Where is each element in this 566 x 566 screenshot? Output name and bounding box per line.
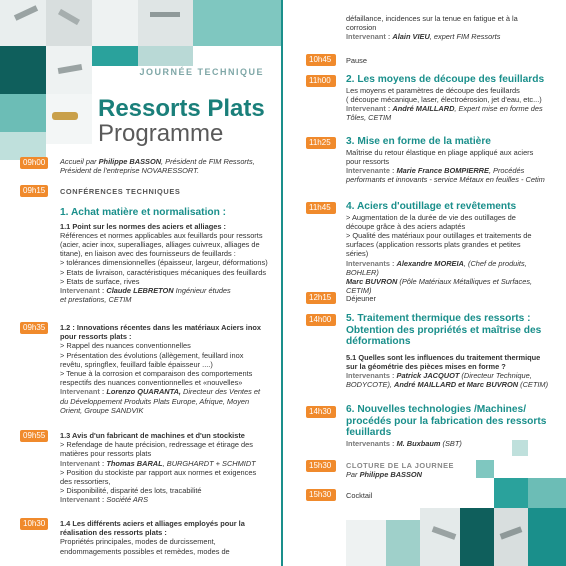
cocktail-label: Cocktail	[346, 491, 373, 500]
section-1-4: 1.4 Les différents aciers et alliages employés pour la réalisation des ressorts plats : Propriétés principales, modes de durcissement, endommagements possibles et remèdes, modes de	[60, 519, 245, 556]
teal-tile	[92, 46, 138, 66]
time-badge: 10h30	[20, 518, 48, 530]
closing-block: CLOTURE DE LA JOURNEE Par Philippe BASSON	[346, 461, 454, 480]
conferences-label: CONFÉRENCES TECHNIQUES	[60, 187, 181, 196]
photo-tile	[92, 0, 138, 46]
teal-tile	[386, 520, 420, 566]
page-title: Ressorts Plats	[98, 95, 265, 122]
teal-tile	[528, 508, 566, 566]
photo-tile	[346, 520, 386, 566]
section-5: 5. Traitement thermique des ressorts : Obtention des propriétés et maîtrise des déformations 5.1 Quelles sont les influences du traitement thermique sur la géométrie des pièces mises en forme ? Intervenants : Patrick JACQUOT (Directeur Technique, BODYCOTE), André MAILLARD et Marc BUVRON (CETIM)	[346, 313, 549, 390]
time-badge: 11h45	[306, 202, 336, 214]
section-1-3: 1.3 Avis d'un fabricant de machines et d'un stockiste > Refendage de haute précision, redressage et étirage des matières pour ressorts plats Intervenant : Thomas BARAL, BURGHARDT + SCHMIDT > Position du stockiste par rapport aux normes et exigences des ressortiers, > Disponibilité, disparité des lots, tracabilité Intervenant : Société ARS	[60, 431, 257, 505]
welcome-block: Accueil par Philippe BASSON, Président de FIM Ressorts, Président de l'entreprise NOVARESSORT.	[60, 157, 255, 176]
time-badge: 14h00	[306, 314, 336, 326]
time-badge: 12h15	[306, 292, 336, 304]
section-2: 2. Les moyens de découpe des feuillards Les moyens et paramètres de découpe des feuillards ( découpe mécanique, laser, électroérosion, jet d'eau, etc...) Intervenant : André MAILLARD, Expert mise en forme des Tôles, CETIM	[346, 74, 545, 123]
photo-tile	[0, 0, 46, 46]
teal-tile	[0, 132, 46, 160]
teal-tile	[494, 478, 528, 508]
teal-tile	[0, 94, 46, 132]
section-1-2: 1.2 : Innovations récentes dans les matériaux Aciers inox pour ressorts plats : > Rappel des nuances conventionnelles > Présentation des évolutions (allègement, feuillard inox revêtu, springflex, feuillard faible épaisseur ....) > Tenue à la corrosion et comparaison des comportements respectifs des nuances conventionnelles et «nouvelles» Intervenant : Lorenzo QUARANTA, Directeur des Ventes et du Développement Produits Plats Europe, Afrique, Moyen Orient, Groupe SANDVIK	[60, 323, 261, 415]
time-badge: 15h30	[306, 460, 336, 472]
page-fold-divider	[281, 0, 283, 566]
pause-label: Pause	[346, 56, 367, 65]
time-badge: 15h30	[306, 489, 336, 501]
time-badge: 11h00	[306, 75, 336, 87]
photo-tile	[138, 0, 193, 46]
teal-tile	[138, 46, 193, 66]
time-badge: 14h30	[306, 406, 336, 418]
teal-tile	[193, 0, 281, 46]
spring-part-icon	[150, 12, 180, 17]
time-badge: 09h55	[20, 430, 48, 442]
time-badge: 11h25	[306, 137, 336, 149]
lunch-label: Déjeuner	[346, 294, 376, 303]
section-1-4-continued: défaillance, incidences sur la tenue en fatigue et à la corrosion Intervenant : Alain VIEU, expert FIM Ressorts	[346, 14, 518, 42]
photo-tile	[46, 0, 92, 46]
section-3: 3. Mise en forme de la matière Maîtrise du retour élastique en pliage appliqué aux aciers pour ressorts Intervenante : Marie France BOMPIERRE, Procédés performants et innovants - service Métaux en feuilles - Cetim	[346, 136, 545, 185]
section-6: 6. Nouvelles technologies /Machines/ procédés pour la fabrication des ressorts feuillards Intervenants : M. Buxbaum (SBT)	[346, 404, 547, 448]
time-badge: 09h00	[20, 157, 48, 169]
time-badge: 09h35	[20, 322, 48, 334]
time-badge: 09h15	[20, 185, 48, 197]
teal-tile	[0, 46, 46, 94]
teal-tile	[528, 478, 566, 508]
brass-part-icon	[52, 112, 78, 120]
section-1: 1. Achat matière et normalisation : 1.1 Point sur les normes des aciers et alliages : Références et normes applicables aux feuillards pour ressorts (acier, acier inox, superalliages, alliages cuivreux, alliages de titane), en liaison avec des fournisseurs de feuillards : > tolérances dimensionnelles (épaisseur, largeur, déformations) > Etats de livraison, caractéristiques mécaniques des feuillards > Etats de surface, rives Intervenant : Claude LEBRETON Ingénieur études et prestations, CETIM	[60, 207, 268, 305]
teal-tile	[460, 508, 494, 566]
page-subtitle: Programme	[98, 120, 224, 147]
time-badge: 10h45	[306, 54, 336, 66]
section-4: 4. Aciers d'outillage et revêtements > Augmentation de la durée de vie des outillages de découpe grâce à des aciers adaptés > Qualité des matériaux pour outillages et traitements de surfaces (application ressorts plats grandes et petites séries) Intervenants : Alexandre MOREIA, (Chef de produits, BOHLER) Marc BUVRON (Pôle Matériaux Métalliques et Surfaces, CETIM)	[346, 201, 533, 296]
photo-tile	[494, 508, 528, 566]
banner-label: JOURNÉE TECHNIQUE	[139, 67, 264, 77]
